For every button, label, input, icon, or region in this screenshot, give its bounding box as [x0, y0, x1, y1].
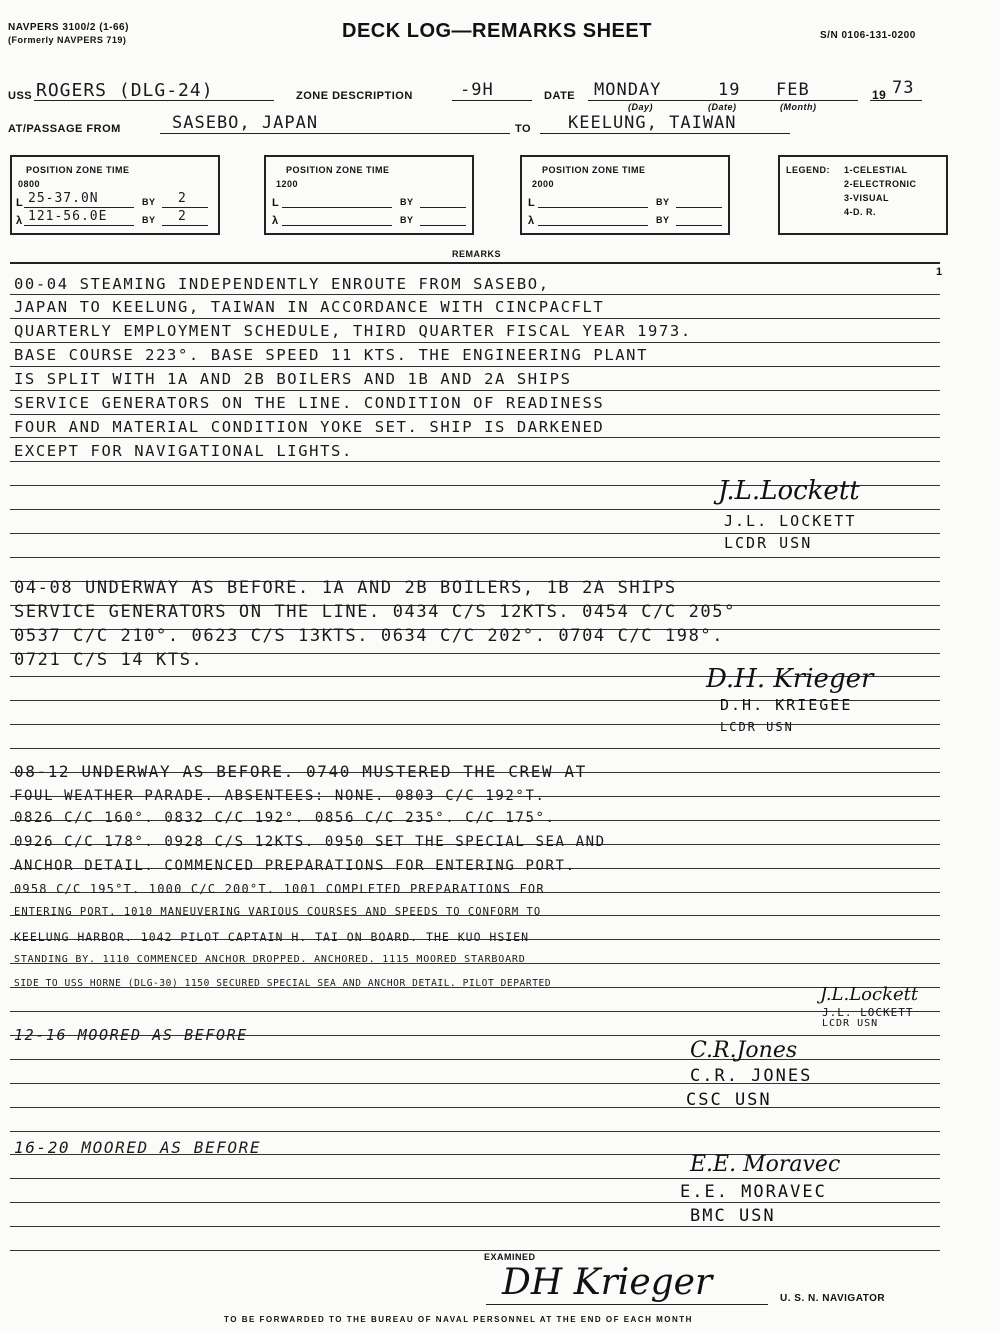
signature-scribble: C.R.Jones [690, 1038, 798, 1063]
legend-item: 4-D. R. [844, 207, 877, 217]
date-label: DATE [544, 90, 576, 102]
officer-rank: LCDR USN [822, 1018, 879, 1029]
stock-number: S/N 0106-131-0200 [820, 30, 916, 41]
ruled-line [10, 294, 940, 295]
ruled-line [10, 724, 940, 725]
zone-description-label: ZONE DESCRIPTION [296, 90, 413, 102]
navigator-signature-scribble: DH Krieger [502, 1262, 713, 1303]
ruled-line [10, 437, 940, 438]
form-formerly: (Formerly NAVPERS 719) [8, 35, 127, 45]
ruled-line [10, 1107, 940, 1108]
signature-scribble: J.L.Lockett [820, 984, 919, 1005]
ruled-line [10, 1059, 940, 1060]
year-value: 73 [892, 78, 915, 98]
ship-name: ROGERS (DLG-24) [36, 80, 214, 101]
day-value: MONDAY [594, 80, 662, 100]
page-number: 1 [936, 266, 943, 278]
ruled-line [10, 342, 940, 343]
ruled-line [10, 366, 940, 367]
ruled-line [10, 1011, 940, 1012]
remark-line: SERVICE GENERATORS ON THE LINE. 0434 C/S 12KTS. 0454 C/C 205° [14, 602, 736, 622]
remark-line: QUARTERLY EMPLOYMENT SCHEDULE, THIRD QUARTER FISCAL YEAR 1973. [14, 322, 692, 340]
ruled-line [10, 1250, 940, 1251]
legend-item: 3-VISUAL [844, 193, 890, 203]
officer-signature: J.L. LOCKETT [822, 1006, 914, 1019]
remark-line: 0958 C/C 195°T. 1000 C/C 200°T. 1001 COMPLETED PREPARATIONS FOR [14, 882, 545, 896]
remark-line: ENTERING PORT. 1010 MANEUVERING VARIOUS COURSES AND SPEEDS TO CONFORM TO [14, 906, 542, 918]
examined-label: EXAMINED [484, 1252, 536, 1262]
position-box-2000: POSITION ZONE TIME 2000 L BY λ BY [520, 155, 730, 235]
month-caption: (Month) [780, 102, 817, 112]
remark-line: 08-12 UNDERWAY AS BEFORE. 0740 MUSTERED THE CREW AT [14, 762, 587, 781]
uss-label: USS [8, 90, 33, 102]
remark-line: IS SPLIT WITH 1A AND 2B BOILERS AND 1B AND 2A SHIPS [14, 370, 572, 388]
day-caption: (Day) [628, 102, 654, 112]
date-caption: (Date) [708, 102, 737, 112]
remark-line: 0926 C/C 178°. 0928 C/S 12KTS. 0950 SET THE SPECIAL SEA AND [14, 834, 606, 850]
legend-item: 1-CELESTIAL [844, 165, 908, 175]
remark-line: 0826 C/C 160°. 0832 C/C 192°. 0856 C/C 235°. C/C 175°. [14, 810, 556, 826]
remark-line: FOUL WEATHER PARADE. ABSENTEES: NONE. 0803 C/C 192°T. [14, 788, 546, 804]
remark-line: ANCHOR DETAIL. COMMENCED PREPARATIONS FOR ENTERING PORT. [14, 858, 576, 874]
officer-rank: CSC USN [686, 1090, 772, 1110]
legend-box: LEGEND: 1-CELESTIAL 2-ELECTRONIC 3-VISUAL 4-D. R. [778, 155, 948, 235]
signature-scribble: J.L.Lockett [718, 476, 860, 506]
remark-line: 0721 C/S 14 KTS. [14, 650, 204, 670]
signature-scribble: D.H. Krieger [706, 664, 874, 694]
year-prefix: 19 [872, 88, 887, 102]
officer-signature: D.H. KRIEGEE [720, 696, 853, 714]
page-title: DECK LOG—REMARKS SHEET [342, 20, 652, 42]
remark-line: SIDE TO USS HORNE (DLG-30) 1150 SECURED SPECIAL SEA AND ANCHOR DETAIL. PILOT DEPARTED [14, 978, 552, 989]
signature-scribble: E.E. Moravec [690, 1152, 841, 1177]
ruled-line [10, 318, 940, 319]
forwarding-instruction: TO BE FORWARDED TO THE BUREAU OF NAVAL PERSONNEL AT THE END OF EACH MONTH [224, 1315, 693, 1324]
remarks-top-rule [10, 262, 940, 264]
ruled-line [10, 1202, 940, 1203]
ruled-line [10, 1178, 940, 1179]
officer-signature: J.L. LOCKETT [724, 512, 857, 530]
remark-line: 00-04 STEAMING INDEPENDENTLY ENROUTE FROM SASEBO, [14, 275, 550, 293]
ruled-line [10, 1131, 940, 1132]
date-value: 19 [718, 80, 741, 100]
remark-line: SERVICE GENERATORS ON THE LINE. CONDITION OF READINESS [14, 394, 605, 412]
ruled-line [10, 557, 940, 558]
position-box-0800: POSITION ZONE TIME 0800 L 25-37.0N BY 2 λ 121-56.0E BY 2 [10, 155, 220, 235]
passage-to-label: TO [515, 123, 532, 135]
passage-to-value: KEELUNG, TAIWAN [568, 113, 737, 133]
ruled-line [10, 1226, 940, 1227]
remark-line: JAPAN TO KEELUNG, TAIWAN IN ACCORDANCE WITH CINCPACFLT [14, 298, 605, 316]
officer-rank: BMC USN [690, 1206, 776, 1226]
ruled-line [10, 748, 940, 749]
ruled-line [10, 390, 940, 391]
remark-line: FOUR AND MATERIAL CONDITION YOKE SET. SHIP IS DARKENED [14, 418, 605, 436]
remark-line: EXCEPT FOR NAVIGATIONAL LIGHTS. [14, 442, 353, 460]
remark-line: BASE COURSE 223°. BASE SPEED 11 KTS. THE ENGINEERING PLANT [14, 346, 649, 364]
remark-line: 04-08 UNDERWAY AS BEFORE. 1A AND 2B BOILERS, 1B 2A SHIPS [14, 578, 677, 598]
month-value: FEB [776, 80, 810, 100]
remark-line: 0537 C/C 210°. 0623 C/S 13KTS. 0634 C/C 202°. 0704 C/C 198°. [14, 626, 725, 646]
officer-rank: LCDR USN [720, 720, 794, 734]
ruled-line [10, 509, 940, 510]
officer-rank: LCDR USN [724, 534, 813, 552]
officer-signature: C.R. JONES [690, 1066, 813, 1086]
remark-line: KEELUNG HARBOR. 1042 PILOT CAPTAIN H. TAI ON BOARD. THE KUO HSIEN [14, 930, 530, 944]
passage-label: AT/PASSAGE FROM [8, 123, 121, 135]
remark-line: 16-20 MOORED AS BEFORE [14, 1138, 262, 1157]
zone-description-value: -9H [460, 80, 494, 100]
ruled-line [10, 414, 940, 415]
position-box-1200: POSITION ZONE TIME 1200 L BY λ BY [264, 155, 474, 235]
remark-line: 12-16 MOORED AS BEFORE [14, 1026, 248, 1044]
legend-item: 2-ELECTRONIC [844, 179, 917, 189]
remarks-label: REMARKS [452, 249, 502, 259]
form-number: NAVPERS 3100/2 (1-66) [8, 22, 129, 33]
navigator-label: U. S. N. NAVIGATOR [780, 1293, 886, 1304]
officer-signature: E.E. MORAVEC [680, 1182, 827, 1202]
ruled-line [10, 461, 940, 462]
remark-line: STANDING BY. 1110 COMMENCED ANCHOR DROPPED. ANCHORED. 1115 MOORED STARBOARD [14, 954, 526, 965]
passage-from-value: SASEBO, JAPAN [172, 113, 319, 133]
